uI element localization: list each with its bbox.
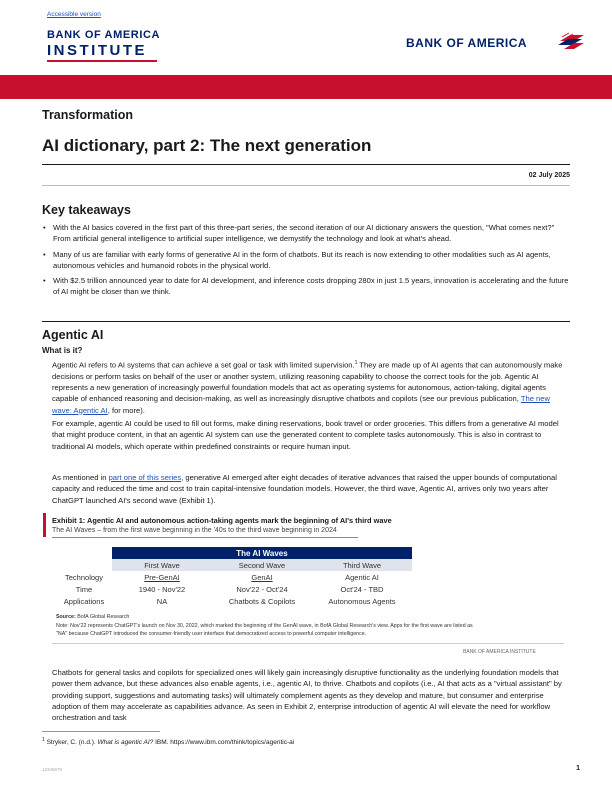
- header-red-band: [0, 75, 612, 99]
- table-cell: Agentic AI: [345, 572, 379, 582]
- row-label: Technology: [65, 572, 103, 582]
- boa-flag-icon: [556, 31, 586, 51]
- table-row: [56, 583, 412, 595]
- column-header: Second Wave: [212, 559, 312, 571]
- list-item: • Many of us are familiar with early forms of generative AI in the form of chatbots. But its reach is now extending to other modalities such as AI agents, autonomous vehicles and humanoid robots in the physical world.: [42, 249, 570, 272]
- exhibit-subtitle: The AI Waves – from the first wave beginning in the '40s to the third wave beginning in 2024: [52, 527, 337, 534]
- table-title: The AI Waves: [112, 547, 412, 559]
- ai-waves-table: [56, 547, 412, 607]
- institute-logo-bottom: INSTITUTE: [47, 42, 147, 59]
- footnote: $^1$ Stryker, C. (n.d.). What is agentic AI? IBM. https://www.ibm.com/think/topics/agentic-ai: [42, 737, 295, 747]
- section-heading-agentic-ai: Agentic AI: [42, 328, 104, 342]
- paragraph: Agentic AI refers to AI systems that can achieve a set goal or task with limited supervision.$^1$ They are made up of AI agents that can autonomously make decisions or perform tasks on behalf of the user or another system, utilizing reasoning capability to choose the correct tools for the job. Agentic AI represents a new generation of increasingly powerful foundation models that act as operating systems for autonomous, action-taking, digital agents capable of enhanced reasoning and decision-making, as well as increasingly disruptive chatbots and copilots (see our previous publication, The new wave: Agentic AI, for more).: [52, 360, 563, 415]
- exhibit-divider: [52, 537, 358, 538]
- exhibit-bottom-rule: [52, 643, 564, 644]
- table-cell: Oct'24 - TBD: [340, 584, 384, 594]
- subheading-what-is-it: What is it?: [42, 346, 83, 355]
- table-cell: NA: [156, 596, 168, 606]
- exhibit-source: Source: BofA Global Research: [56, 614, 130, 620]
- column-header: Third Wave: [312, 559, 412, 571]
- table-cell: GenAI: [251, 572, 273, 582]
- table-cell: 1940 - Nov'22: [138, 584, 186, 594]
- row-label: Applications: [63, 596, 105, 606]
- exhibit-accent-bar: [43, 513, 46, 537]
- paragraph: For example, agentic AI could be used to fill out forms, make dining reservations, book travel or order groceries. This differs from a generative AI model that might produce content, in that an agentic AI system can use the generated content to complete tasks autonomously. This is also in contrast to traditional AI models, which operate within predefined constraints or require human input.: [52, 419, 559, 451]
- table-cell: Autonomous Agents: [328, 596, 396, 606]
- paragraph: As mentioned in part one of this series, generative AI emerged after eight decades of iterative advances that raised the upper bounds of computational capacity and reduced the time and cost to train capital-intensive foundation models. However, the third wave, Agentic AI, arrives only two years after ChatGPT launched AI's second wave (Exhibit 1).: [52, 473, 557, 505]
- key-takeaways-heading: Key takeaways: [42, 203, 131, 217]
- table-cell: Nov'22 - Oct'24: [236, 584, 288, 594]
- table-row: [56, 595, 412, 607]
- title-divider: [42, 164, 570, 165]
- date-divider: [42, 185, 570, 186]
- boa-logo-text: BANK OF AMERICA: [406, 36, 528, 50]
- column-header: First Wave: [112, 559, 212, 571]
- footnote-divider: [42, 731, 160, 732]
- institute-logo-top: BANK OF AMERICA: [47, 29, 161, 41]
- exhibit-note: Note: Nov'22 represents ChatGPT's launch on Nov 30, 2022, which marked the beginning of the GenAI wave, in BofA Global Research's view. Apps for the first wave are listed as "NA" because ChatGPT introduced the consumer-friendly user interface that democratized access to powerful computer intelligence.: [56, 623, 473, 637]
- exhibit-credit: BANK OF AMERICA INSTITUTE: [463, 649, 536, 655]
- key-takeaways-list: [42, 222, 570, 302]
- section-divider: [42, 321, 570, 322]
- list-item: • With the AI basics covered in the first part of this three-part series, the second iteration of our AI dictionary answers the question, "What comes next?" From artificial general intelligence to artificial super intelligence, we demystify the technology and look at what's ahead.: [42, 222, 570, 245]
- series-part-one-link[interactable]: part one of this series: [108, 473, 182, 482]
- row-label: Time: [75, 584, 93, 594]
- paragraph: Chatbots for general tasks and copilots for specialized ones will likely gain increasingly disruptive functionality as the underlying foundation models that power them advance, but these advances also enable agents, i.e., agentic AI, to thrive. Chatbots and copilots (i.e., AI that acts as a "virtual assistant" by providing support, suggestions and automating tasks) will ultimately complement agents as they develop and mature, but consumer and enterprise adoption of them may accelerate as capabilities advance. As seen in Exhibit 2, enterprise introduction of agentic AI will elevate the need for workflow orchestration and task: [52, 668, 562, 723]
- document-code: 12345678: [42, 767, 63, 772]
- page-number: 1: [576, 765, 580, 772]
- accessible-version-link[interactable]: Accessible version: [47, 11, 101, 18]
- category-label: Transformation: [42, 108, 133, 122]
- page-title: AI dictionary, part 2: The next generation: [42, 136, 372, 155]
- publication-link[interactable]: The new wave: Agentic AI: [52, 394, 550, 415]
- table-row: [56, 571, 412, 583]
- table-cell: Chatbots & Copilots: [228, 596, 296, 606]
- table-cell: Pre-GenAI: [144, 572, 180, 582]
- institute-logo-rule: [47, 60, 157, 62]
- footnote-ref[interactable]: 1: [354, 360, 358, 366]
- publish-date: 02 July 2025: [528, 172, 570, 179]
- exhibit-title: Exhibit 1: Agentic AI and autonomous action-taking agents mark the beginning of AI's third wave: [52, 516, 392, 525]
- list-item: • With $2.5 trillion announced year to date for AI development, and inference costs dropping 280x in just 1.5 years, innovation is accelerating and the future of AI might be closer than we think.: [42, 275, 570, 298]
